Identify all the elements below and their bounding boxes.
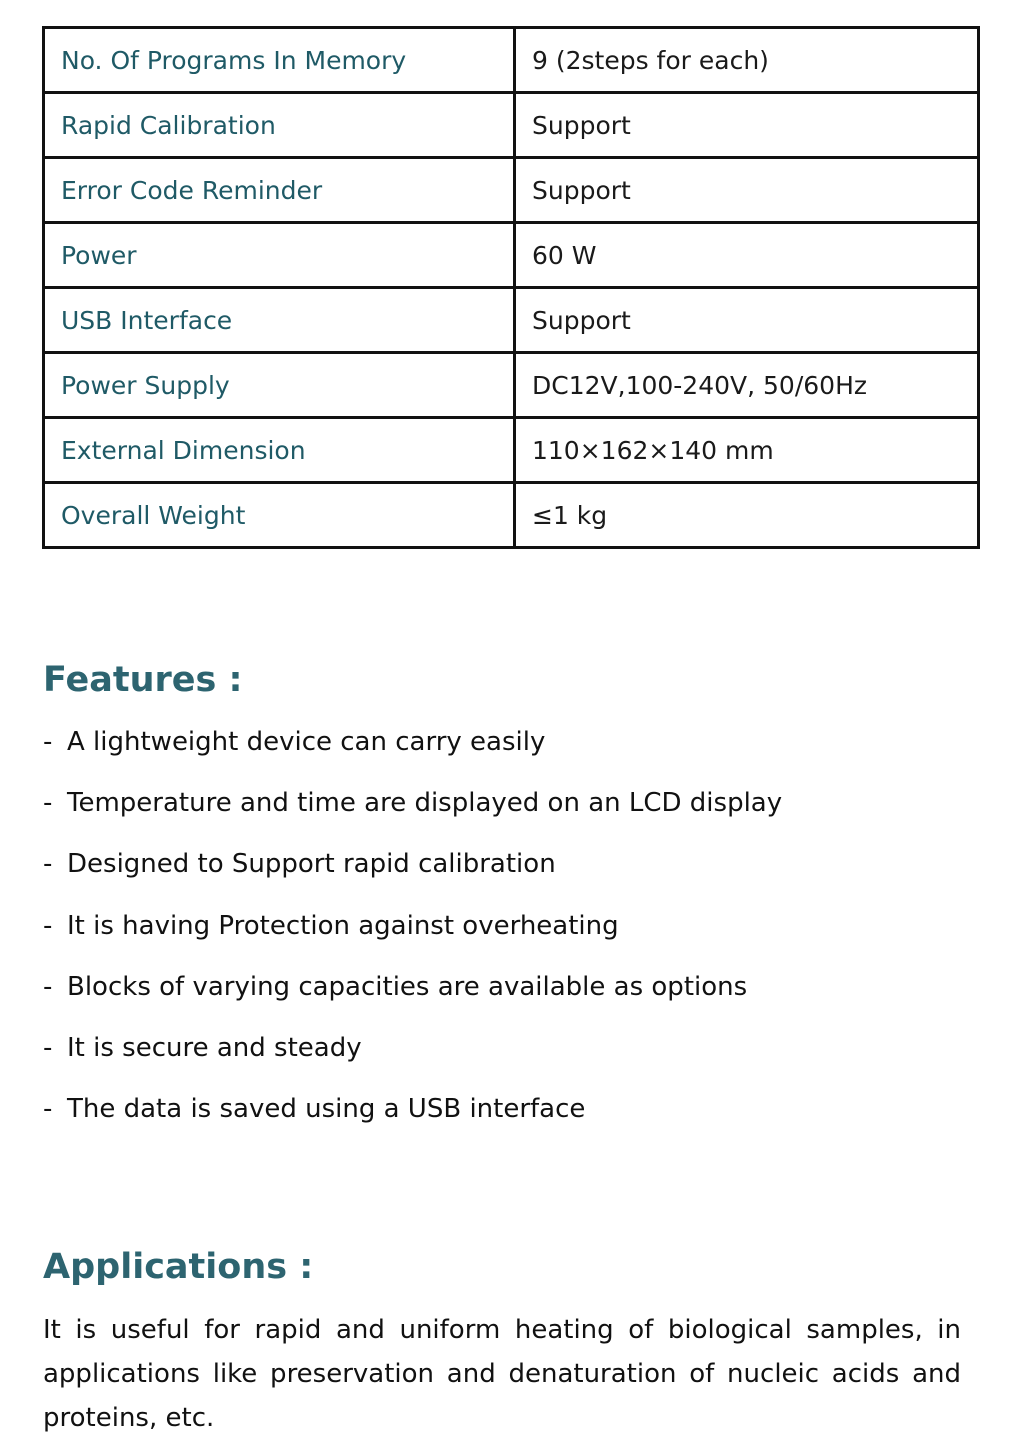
table-row: [44, 223, 979, 288]
features-heading: Features :: [43, 660, 243, 700]
spec-value: DC12V,100-240V, 50/60Hz: [515, 353, 979, 418]
spec-value: Support: [515, 93, 979, 158]
list-item: [43, 1091, 782, 1152]
bullet-dash: -: [43, 788, 53, 819]
spec-value: 9 (2steps for each): [515, 28, 979, 93]
feature-text: The data is saved using a USB interface: [67, 1094, 586, 1125]
features-list: [43, 724, 782, 1152]
spec-label: USB Interface: [44, 288, 515, 353]
spec-label: Power: [44, 223, 515, 288]
feature-text: It is secure and steady: [67, 1032, 362, 1063]
feature-text: Blocks of varying capacities are available as options: [67, 971, 748, 1002]
list-item: [43, 846, 782, 907]
table-row: [44, 93, 979, 158]
list-item: [43, 908, 782, 969]
spec-value: 110×162×140 mm: [515, 418, 979, 483]
feature-text: Designed to Support rapid calibration: [67, 849, 556, 880]
table-row: [44, 353, 979, 418]
table-row: [44, 483, 979, 548]
bullet-dash: -: [43, 1094, 53, 1125]
spec-value: ≤1 kg: [515, 483, 979, 548]
applications-heading: Applications :: [43, 1247, 314, 1287]
feature-text: A lightweight device can carry easily: [67, 727, 546, 757]
list-item: [43, 1030, 782, 1091]
spec-value: Support: [515, 158, 979, 223]
bullet-dash: -: [43, 910, 53, 941]
bullet-dash: -: [43, 971, 53, 1002]
feature-text: It is having Protection against overheating: [67, 910, 619, 941]
feature-text: Temperature and time are displayed on an LCD display: [67, 788, 783, 819]
spec-label: Power Supply: [44, 353, 515, 418]
list-item: [43, 785, 782, 846]
spec-value: Support: [515, 288, 979, 353]
bullet-dash: -: [43, 727, 53, 757]
table-row: [44, 28, 979, 93]
spec-label: Overall Weight: [44, 483, 515, 548]
spec-label: Rapid Calibration: [44, 93, 515, 158]
table-row: [44, 288, 979, 353]
spec-label: Error Code Reminder: [44, 158, 515, 223]
spec-label: External Dimension: [44, 418, 515, 483]
spec-label: No. Of Programs In Memory: [44, 28, 515, 93]
table-row: [44, 418, 979, 483]
table-row: [44, 158, 979, 223]
bullet-dash: -: [43, 849, 53, 880]
spec-value: 60 W: [515, 223, 979, 288]
specifications-table: [42, 26, 980, 549]
applications-paragraph: It is useful for rapid and uniform heating of biological samples, in applications like preservation and denaturation of nucleic acids and proteins, etc.: [43, 1315, 961, 1433]
bullet-dash: -: [43, 1032, 53, 1063]
list-item: [43, 724, 782, 785]
list-item: [43, 969, 782, 1030]
